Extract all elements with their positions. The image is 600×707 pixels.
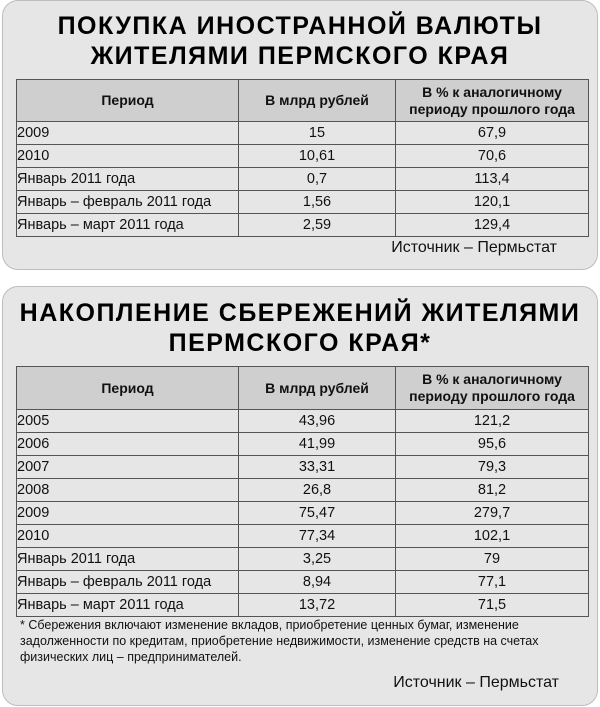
cell-period: 2010 [17, 525, 239, 548]
cell-billion-rubles: 75,47 [239, 502, 396, 525]
cell-period: 2008 [17, 479, 239, 502]
cell-percent: 113,4 [396, 168, 589, 191]
title-line: НАКОПЛЕНИЕ СБЕРЕЖЕНИЙ ЖИТЕЛЯМИ [19, 299, 581, 327]
cell-percent: 67,9 [396, 122, 589, 145]
cell-billion-rubles: 3,25 [239, 548, 396, 571]
cell-billion-rubles: 77,34 [239, 525, 396, 548]
table-row [17, 410, 589, 433]
source-note: Источник – Пермьстат [391, 239, 557, 256]
table-row [17, 548, 589, 571]
savings-panel [2, 286, 598, 706]
cell-percent: 121,2 [396, 410, 589, 433]
table-row [17, 502, 589, 525]
cell-percent: 102,1 [396, 525, 589, 548]
table-body [17, 410, 589, 617]
cell-billion-rubles: 33,31 [239, 456, 396, 479]
table-header-row [17, 80, 589, 122]
title-line: ЖИТЕЛЯМИ ПЕРМСКОГО КРАЯ [90, 42, 510, 70]
title-line: ПОКУПКА ИНОСТРАННОЙ ВАЛЮТЫ [57, 12, 543, 40]
cell-billion-rubles: 15 [239, 122, 396, 145]
cell-percent: 81,2 [396, 479, 589, 502]
currency-purchase-table [16, 79, 589, 237]
header-period: Период [17, 367, 239, 410]
cell-percent: 79,3 [396, 456, 589, 479]
cell-billion-rubles: 41,99 [239, 433, 396, 456]
cell-period: Январь – февраль 2011 года [17, 571, 239, 594]
cell-period: Январь 2011 года [17, 168, 239, 191]
cell-billion-rubles: 8,94 [239, 571, 396, 594]
cell-period: 2005 [17, 410, 239, 433]
table-row [17, 525, 589, 548]
header-billion-rubles: В млрд рублей [239, 367, 396, 410]
savings-title [3, 287, 597, 358]
table-row [17, 191, 589, 214]
table-row [17, 168, 589, 191]
cell-billion-rubles: 0,7 [239, 168, 396, 191]
table-header-row [17, 367, 589, 410]
table-row [17, 145, 589, 168]
cell-percent: 70,6 [396, 145, 589, 168]
header-period: Период [17, 80, 239, 122]
cell-period: Январь – март 2011 года [17, 214, 239, 237]
cell-period: 2009 [17, 122, 239, 145]
cell-billion-rubles: 1,56 [239, 191, 396, 214]
table-row [17, 214, 589, 237]
cell-percent: 95,6 [396, 433, 589, 456]
cell-billion-rubles: 13,72 [239, 594, 396, 617]
cell-percent: 279,7 [396, 502, 589, 525]
cell-billion-rubles: 2,59 [239, 214, 396, 237]
table-row [17, 122, 589, 145]
footnote: * Сбережения включают изменение вкладов, приобретение ценных бумаг, изменение задолженности по кредитам, приобретение недвижимости, изменение средств на счетах физических лиц – предпринимателей. [20, 618, 539, 664]
cell-period: 2009 [17, 502, 239, 525]
header-percent-prev-year: В % к аналогичному периоду прошлого года [396, 80, 589, 122]
cell-percent: 129,4 [396, 214, 589, 237]
cell-billion-rubles: 10,61 [239, 145, 396, 168]
cell-period: 2010 [17, 145, 239, 168]
cell-percent: 77,1 [396, 571, 589, 594]
cell-percent: 120,1 [396, 191, 589, 214]
source-note: Источник – Пермьстат [393, 674, 559, 691]
cell-period: 2006 [17, 433, 239, 456]
table-row [17, 594, 589, 617]
cell-period: Январь – март 2011 года [17, 594, 239, 617]
header-percent-prev-year: В % к аналогичному периоду прошлого года [396, 367, 589, 410]
header-billion-rubles: В млрд рублей [239, 80, 396, 122]
table-row [17, 456, 589, 479]
cell-billion-rubles: 43,96 [239, 410, 396, 433]
cell-period: 2007 [17, 456, 239, 479]
cell-percent: 79 [396, 548, 589, 571]
table-row [17, 479, 589, 502]
cell-period: Январь – февраль 2011 года [17, 191, 239, 214]
cell-percent: 71,5 [396, 594, 589, 617]
table-row [17, 571, 589, 594]
currency-purchase-panel [2, 0, 598, 270]
currency-purchase-title [3, 1, 597, 71]
cell-billion-rubles: 26,8 [239, 479, 396, 502]
savings-table [16, 366, 589, 617]
title-line: ПЕРМСКОГО КРАЯ* [168, 329, 432, 357]
table-row [17, 433, 589, 456]
cell-period: Январь 2011 года [17, 548, 239, 571]
table-body [17, 122, 589, 237]
